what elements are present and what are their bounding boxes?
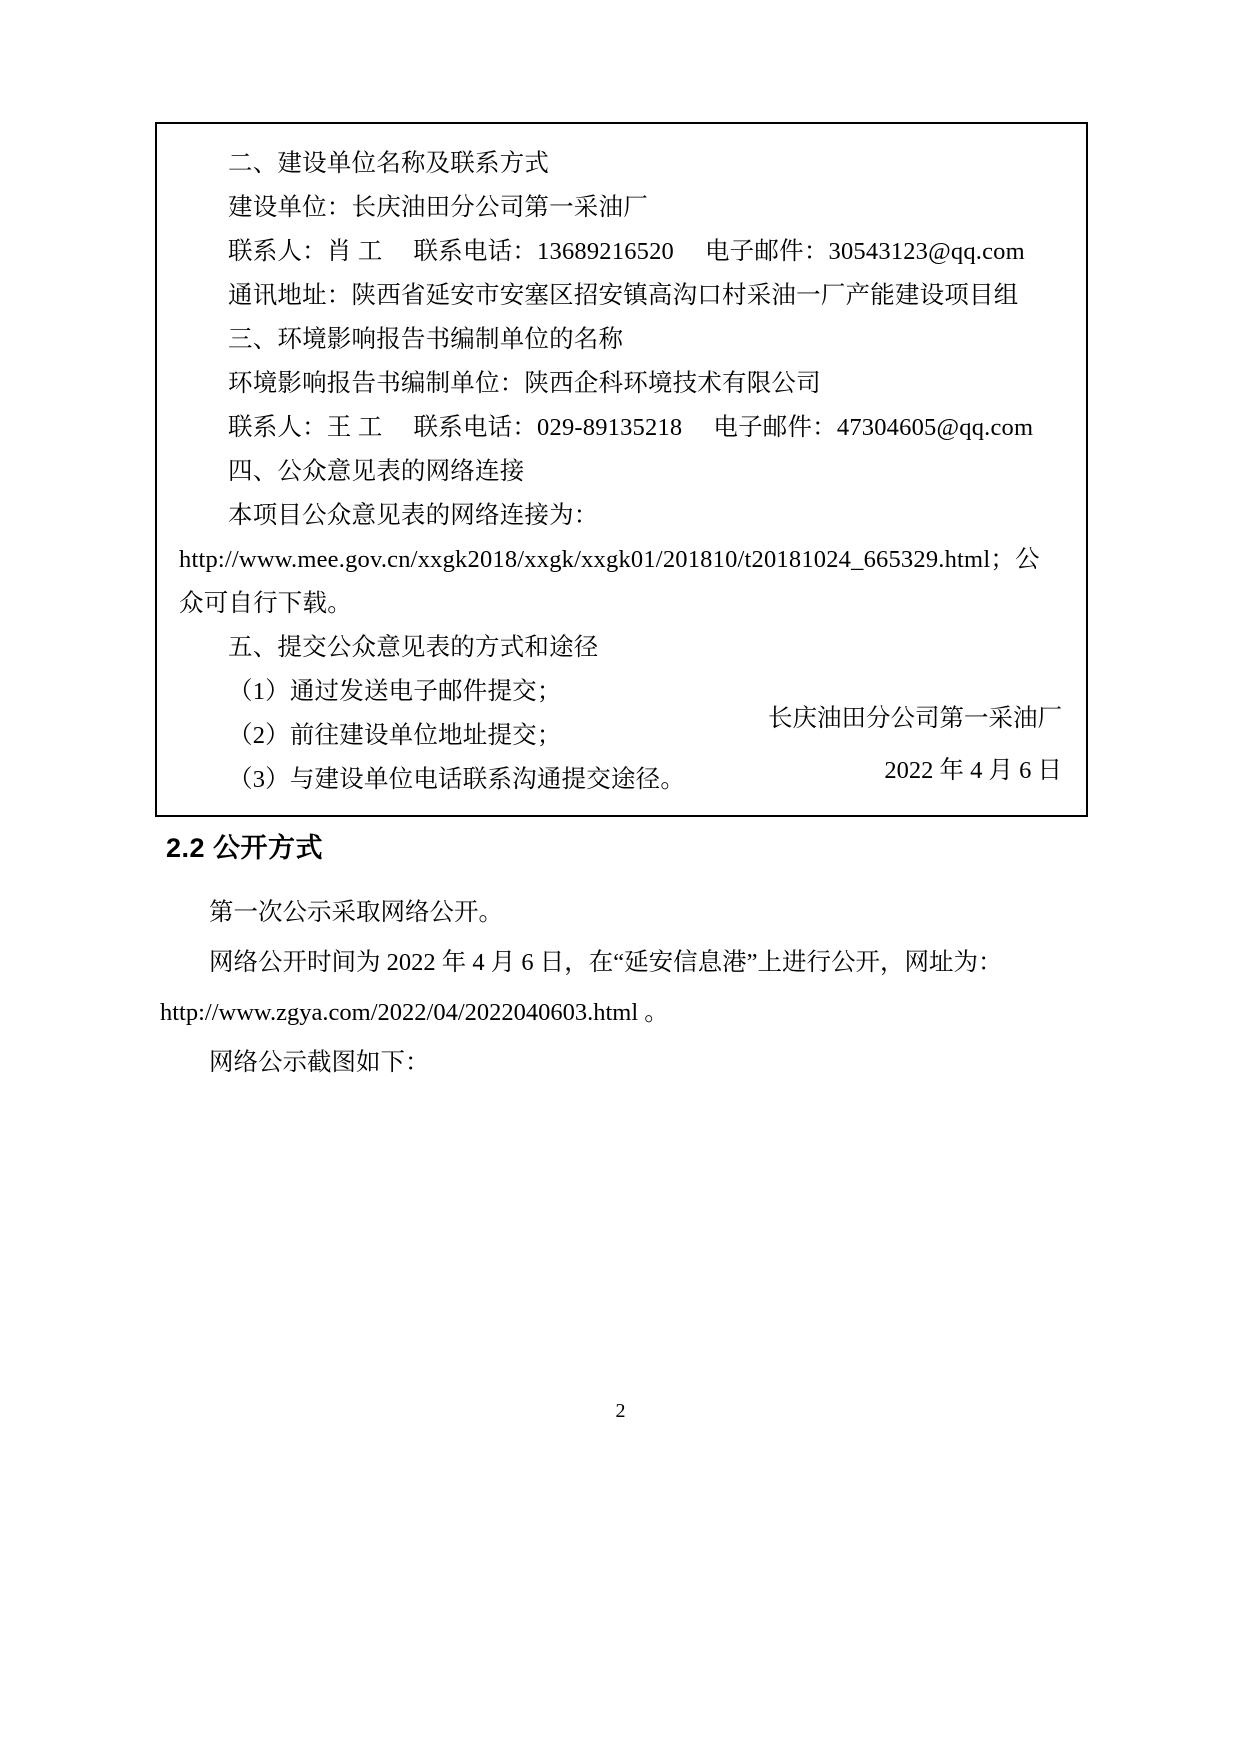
box-paragraph-link: 本项目公众意见表的网络连接为：http://www.mee.gov.cn/xxgk2018/xxgk/xxgk01/201810/t20181024_665329.html；公众可自行下载。: [179, 502, 1040, 617]
signature-name: 长庆油田分公司第一采油厂: [768, 705, 1062, 732]
box-line-9: 五、提交公众意见表的方式和途径: [228, 634, 599, 661]
signature-block: [768, 693, 1062, 797]
body-paragraph-3: 网络公示截图如下：: [209, 1049, 430, 1076]
section-heading: 2.2 公开方式: [166, 833, 324, 863]
box-line-11: （2）前往建设单位地址提交；: [228, 722, 562, 749]
box-line-8: 四、公众意见表的网络连接: [228, 458, 525, 485]
box-line-12: （3）与建设单位电话联系沟通提交途径。: [228, 766, 686, 793]
box-line-3: 联系人：肖 工 联系电话：13689216520 电子邮件：30543123@qq.com: [228, 238, 1025, 265]
box-line-1: 二、建设单位名称及联系方式: [228, 150, 550, 177]
box-line-10: （1）通过发送电子邮件提交；: [228, 678, 562, 705]
body-paragraph-1: 第一次公示采取网络公开。: [209, 899, 503, 926]
box-line-5: 三、环境影响报告书编制单位的名称: [228, 326, 624, 353]
signature-date: 2022 年 4 月 6 日: [884, 757, 1062, 784]
box-line-7: 联系人：王 工 联系电话：029-89135218 电子邮件：47304605@qq.com: [228, 414, 1034, 441]
box-line-2: 建设单位：长庆油田分公司第一采油厂: [228, 194, 648, 221]
box-line-6: 环境影响报告书编制单位：陕西企科环境技术有限公司: [228, 370, 821, 397]
page-number: 2: [615, 1400, 626, 1422]
box-line-4: 通讯地址：陕西省延安市安塞区招安镇高沟口村采油一厂产能建设项目组: [228, 282, 1019, 309]
body-paragraph-2: 网络公开时间为 2022 年 4 月 6 日，在“延安信息港”上进行公开，网址为：http://www.zgya.com/2022/04/2022040603.html 。: [160, 949, 1003, 1026]
announcement-box: [155, 122, 1088, 817]
